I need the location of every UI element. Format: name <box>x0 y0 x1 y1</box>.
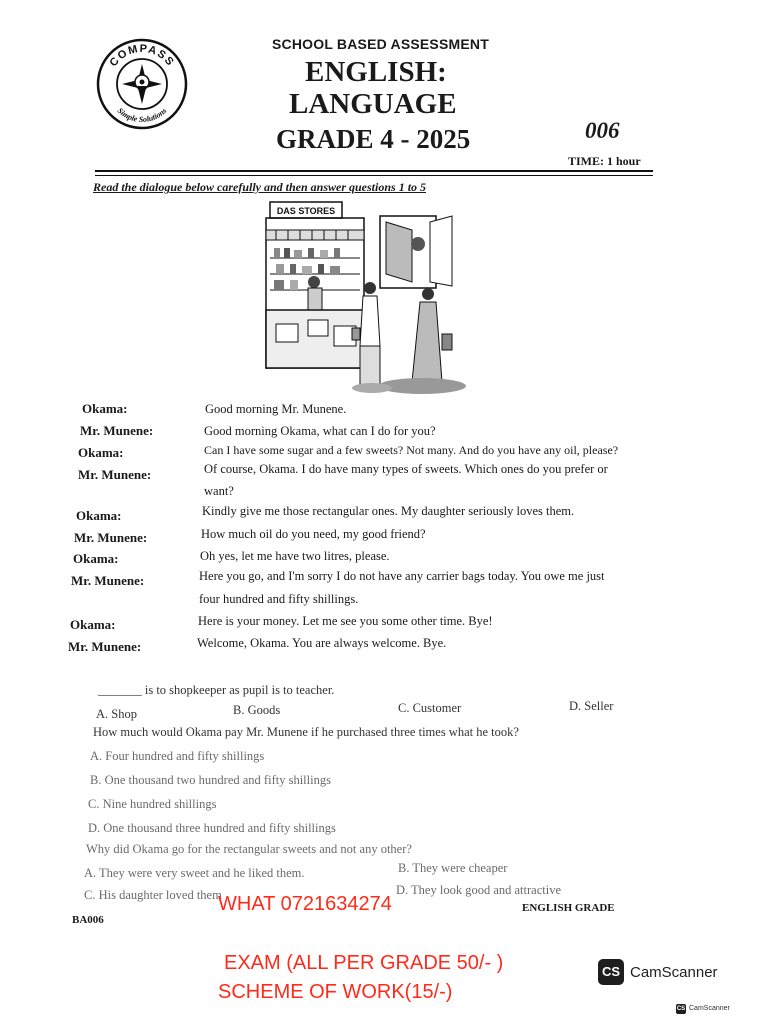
scheme-price-text: SCHEME OF WORK(15/-) <box>218 981 453 1003</box>
dialogue-speaker: Okama: <box>76 508 122 523</box>
question-2-option-b: B. One thousand two hundred and fifty shillings <box>90 773 331 787</box>
camscanner-watermark: CamScanner <box>630 964 718 981</box>
dialogue-speaker: Okama: <box>78 445 124 460</box>
subject-title-line2: LANGUAGE <box>289 88 457 120</box>
question-3-stem: Why did Okama go for the rectangular sweets and not any other? <box>86 842 412 856</box>
question-2-option-d: D. One thousand three hundred and fifty shillings <box>88 821 336 835</box>
whatsapp-contact: WHAT 0721634274 <box>218 893 392 915</box>
question-3-option-c: C. His daughter loved them <box>84 888 222 902</box>
question-2-option-a: A. Four hundred and fifty shillings <box>90 749 265 763</box>
subject-title-line1: ENGLISH: <box>305 56 447 88</box>
dialogue-speaker: Mr. Munene: <box>74 530 148 545</box>
dialogue-line: Welcome, Okama. You are always welcome. Bye. <box>197 636 447 650</box>
header-divider-thin <box>95 175 653 176</box>
paper-code: 006 <box>585 118 620 143</box>
question-2-option-c: C. Nine hundred shillings <box>88 797 217 811</box>
footer-paper-code: BA006 <box>72 914 104 926</box>
question-1-option-d: D. Seller <box>569 699 614 713</box>
header-divider <box>95 170 653 172</box>
compass-logo <box>96 38 188 130</box>
shop-sign-text: DAS STORES <box>276 206 336 216</box>
question-1-option-b: B. Goods <box>233 703 281 717</box>
dialogue-line-continued: four hundred and fifty shillings. <box>199 592 359 606</box>
dialogue-speaker: Okama: <box>82 401 128 416</box>
dialogue-speaker: Mr. Munene: <box>80 423 154 438</box>
dialogue-speaker: Mr. Munene: <box>71 573 145 588</box>
question-1-option-a: A. Shop <box>96 707 137 721</box>
instruction-text: Read the dialogue below carefully and then answer questions 1 to 5 <box>93 180 427 194</box>
camscanner-small-icon: CS <box>676 1006 686 1012</box>
dialogue-line: Good morning Mr. Munene. <box>205 402 347 416</box>
dialogue-line: Good morning Okama, what can I do for you? <box>204 424 436 438</box>
question-3-option-b: B. They were cheaper <box>398 861 508 875</box>
dialogue-line: Oh yes, let me have two litres, please. <box>200 549 390 563</box>
footer-subject: ENGLISH GRADE <box>522 902 615 914</box>
dialogue-line: Kindly give me those rectangular ones. My daughter seriously loves them. <box>202 504 575 518</box>
question-1-stem: _______ is to shopkeeper as pupil is to teacher. <box>98 683 335 697</box>
dialogue-line: Of course, Okama. I do have many types of sweets. Which ones do you prefer or <box>204 462 608 476</box>
question-3-option-a: A. They were very sweet and he liked them. <box>84 866 305 880</box>
dialogue-speaker: Mr. Munene: <box>68 639 142 654</box>
exam-price-text: EXAM (ALL PER GRADE 50/- ) <box>224 952 504 974</box>
question-3-option-d: D. They look good and attractive <box>396 883 562 897</box>
dialogue-speaker: Okama: <box>73 551 119 566</box>
dialogue-line: Here you go, and I'm sorry I do not have any carrier bags today. You owe me just <box>199 569 605 583</box>
dialogue-speaker: Okama: <box>70 617 116 632</box>
logo-tagline-text: Simple Solutions <box>115 106 169 125</box>
shop-illustration <box>262 196 472 396</box>
dialogue-line: Here is your money. Let me see you some other time. Bye! <box>198 614 493 628</box>
camscanner-logo-icon: CS <box>598 959 624 985</box>
dialogue-speaker: Mr. Munene: <box>78 467 152 482</box>
question-2-stem: How much would Okama pay Mr. Munene if he purchased three times what he took? <box>93 725 519 739</box>
grade-year-title: GRADE 4 - 2025 <box>276 124 471 154</box>
camscanner-small-watermark: CamScanner <box>689 1005 730 1012</box>
dialogue-line: How much oil do you need, my good friend? <box>201 527 426 541</box>
dialogue-line: Can I have some sugar and a few sweets? Not many. And do you have any oil, please? <box>204 443 619 457</box>
time-allowed: TIME: 1 hour <box>568 154 641 168</box>
question-1-option-c: C. Customer <box>398 701 462 715</box>
dialogue-line-continued: want? <box>204 484 234 498</box>
school-assessment-heading: SCHOOL BASED ASSESSMENT <box>272 36 489 52</box>
logo-brand-text: COMPASS <box>107 42 177 70</box>
